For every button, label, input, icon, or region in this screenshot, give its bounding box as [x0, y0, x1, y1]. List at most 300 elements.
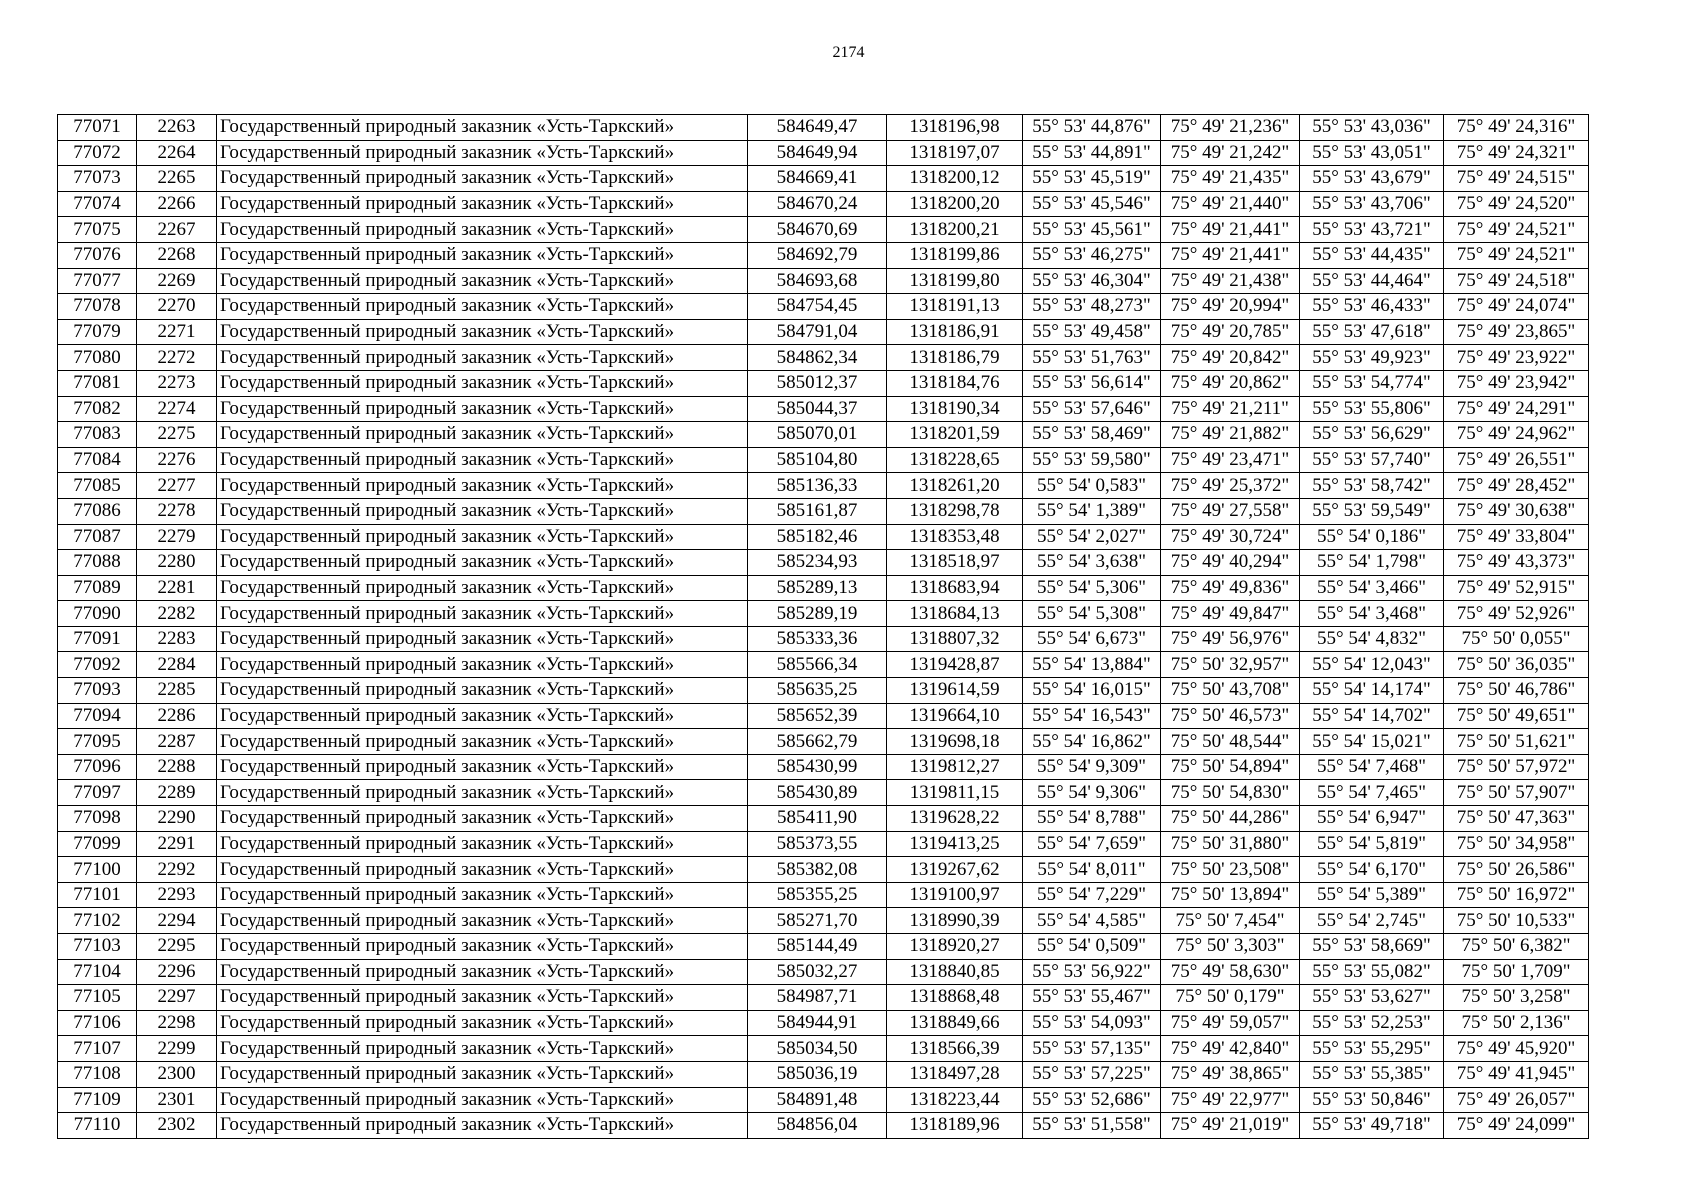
cell-object-name: Государственный природный заказник «Усть-Таркский» [217, 268, 748, 294]
table-row [58, 550, 1589, 576]
cell-longitude-2: 75° 49' 24,291" [1444, 396, 1589, 422]
cell-coord-x: 584944,91 [748, 1010, 887, 1036]
cell-coord-y: 1318197,07 [887, 140, 1023, 166]
cell-latitude-1: 55° 53' 57,135" [1023, 1036, 1161, 1062]
cell-coord-x: 585411,90 [748, 806, 887, 832]
cell-coord-y: 1318684,13 [887, 601, 1023, 627]
cell-latitude-1: 55° 53' 51,763" [1023, 345, 1161, 371]
cell-point-number: 2264 [137, 140, 217, 166]
cell-longitude-1: 75° 50' 48,544" [1161, 729, 1300, 755]
cell-coord-y: 1318920,27 [887, 934, 1023, 960]
cell-object-name: Государственный природный заказник «Усть-Таркский» [217, 217, 748, 243]
cell-latitude-1: 55° 53' 45,546" [1023, 191, 1161, 217]
table-row [58, 319, 1589, 345]
cell-coord-x: 584791,04 [748, 319, 887, 345]
cell-row-number: 77108 [58, 1061, 137, 1087]
cell-coord-y: 1318196,98 [887, 115, 1023, 141]
cell-row-number: 77098 [58, 806, 137, 832]
cell-coord-x: 585289,13 [748, 575, 887, 601]
cell-coord-y: 1318223,44 [887, 1087, 1023, 1113]
cell-coord-x: 585355,25 [748, 882, 887, 908]
cell-row-number: 77075 [58, 217, 137, 243]
cell-point-number: 2301 [137, 1087, 217, 1113]
cell-longitude-2: 75° 49' 33,804" [1444, 524, 1589, 550]
cell-coord-x: 584987,71 [748, 985, 887, 1011]
cell-object-name: Государственный природный заказник «Усть-Таркский» [217, 115, 748, 141]
cell-coord-y: 1318868,48 [887, 985, 1023, 1011]
cell-coord-y: 1318184,76 [887, 370, 1023, 396]
table-row [58, 780, 1589, 806]
cell-object-name: Государственный природный заказник «Усть-Таркский» [217, 345, 748, 371]
cell-coord-x: 585036,19 [748, 1061, 887, 1087]
cell-coord-y: 1318683,94 [887, 575, 1023, 601]
cell-row-number: 77087 [58, 524, 137, 550]
table-row [58, 626, 1589, 652]
cell-point-number: 2274 [137, 396, 217, 422]
cell-longitude-1: 75° 49' 21,242" [1161, 140, 1300, 166]
cell-longitude-1: 75° 49' 49,847" [1161, 601, 1300, 627]
cell-object-name: Государственный природный заказник «Усть-Таркский» [217, 959, 748, 985]
cell-point-number: 2300 [137, 1061, 217, 1087]
cell-row-number: 77076 [58, 242, 137, 268]
table-row [58, 985, 1589, 1011]
cell-coord-y: 1318191,13 [887, 294, 1023, 320]
cell-coord-y: 1318199,80 [887, 268, 1023, 294]
table-row [58, 1061, 1589, 1087]
cell-longitude-1: 75° 50' 32,957" [1161, 652, 1300, 678]
cell-coord-y: 1318566,39 [887, 1036, 1023, 1062]
cell-object-name: Государственный природный заказник «Усть-Таркский» [217, 626, 748, 652]
table-row [58, 473, 1589, 499]
cell-row-number: 77089 [58, 575, 137, 601]
cell-point-number: 2288 [137, 754, 217, 780]
cell-coord-x: 585652,39 [748, 703, 887, 729]
cell-point-number: 2298 [137, 1010, 217, 1036]
cell-latitude-1: 55° 54' 3,638" [1023, 550, 1161, 576]
cell-coord-y: 1318353,48 [887, 524, 1023, 550]
cell-latitude-1: 55° 54' 13,884" [1023, 652, 1161, 678]
cell-object-name: Государственный природный заказник «Усть-Таркский» [217, 754, 748, 780]
cell-object-name: Государственный природный заказник «Усть-Таркский» [217, 396, 748, 422]
cell-latitude-1: 55° 54' 16,862" [1023, 729, 1161, 755]
cell-coord-y: 1318990,39 [887, 908, 1023, 934]
cell-longitude-1: 75° 49' 21,019" [1161, 1113, 1300, 1139]
cell-latitude-2: 55° 54' 0,186" [1300, 524, 1444, 550]
cell-longitude-2: 75° 50' 51,621" [1444, 729, 1589, 755]
cell-coord-y: 1319812,27 [887, 754, 1023, 780]
table-row [58, 601, 1589, 627]
cell-longitude-1: 75° 50' 23,508" [1161, 857, 1300, 883]
table-row [58, 882, 1589, 908]
cell-longitude-2: 75° 49' 24,521" [1444, 242, 1589, 268]
cell-point-number: 2292 [137, 857, 217, 883]
cell-longitude-2: 75° 49' 24,521" [1444, 217, 1589, 243]
cell-object-name: Государственный природный заказник «Усть-Таркский» [217, 191, 748, 217]
table-row [58, 498, 1589, 524]
cell-coord-x: 585430,99 [748, 754, 887, 780]
cell-longitude-1: 75° 49' 25,372" [1161, 473, 1300, 499]
cell-object-name: Государственный природный заказник «Усть-Таркский» [217, 524, 748, 550]
cell-coord-y: 1319100,97 [887, 882, 1023, 908]
cell-latitude-2: 55° 53' 57,740" [1300, 447, 1444, 473]
cell-coord-x: 585566,34 [748, 652, 887, 678]
table-body [58, 115, 1589, 1139]
cell-latitude-2: 55° 53' 43,679" [1300, 166, 1444, 192]
cell-longitude-2: 75° 49' 24,962" [1444, 422, 1589, 448]
cell-longitude-2: 75° 49' 52,926" [1444, 601, 1589, 627]
cell-row-number: 77080 [58, 345, 137, 371]
table-row [58, 678, 1589, 704]
cell-point-number: 2294 [137, 908, 217, 934]
cell-latitude-2: 55° 53' 55,806" [1300, 396, 1444, 422]
cell-latitude-2: 55° 53' 50,846" [1300, 1087, 1444, 1113]
cell-latitude-2: 55° 53' 44,435" [1300, 242, 1444, 268]
cell-longitude-2: 75° 50' 6,382" [1444, 934, 1589, 960]
table-row [58, 447, 1589, 473]
cell-point-number: 2295 [137, 934, 217, 960]
cell-latitude-1: 55° 54' 0,509" [1023, 934, 1161, 960]
table-row [58, 908, 1589, 934]
table-row [58, 831, 1589, 857]
cell-longitude-2: 75° 50' 26,586" [1444, 857, 1589, 883]
cell-object-name: Государственный природный заказник «Усть-Таркский» [217, 1087, 748, 1113]
cell-latitude-1: 55° 53' 48,273" [1023, 294, 1161, 320]
cell-longitude-2: 75° 50' 10,533" [1444, 908, 1589, 934]
cell-latitude-1: 55° 54' 4,585" [1023, 908, 1161, 934]
cell-latitude-1: 55° 54' 16,015" [1023, 678, 1161, 704]
cell-longitude-1: 75° 49' 27,558" [1161, 498, 1300, 524]
cell-latitude-1: 55° 54' 7,229" [1023, 882, 1161, 908]
cell-object-name: Государственный природный заказник «Усть-Таркский» [217, 294, 748, 320]
cell-row-number: 77094 [58, 703, 137, 729]
cell-coord-y: 1319428,87 [887, 652, 1023, 678]
cell-row-number: 77102 [58, 908, 137, 934]
cell-row-number: 77106 [58, 1010, 137, 1036]
cell-object-name: Государственный природный заказник «Усть-Таркский» [217, 166, 748, 192]
cell-longitude-2: 75° 50' 36,035" [1444, 652, 1589, 678]
table-row [58, 140, 1589, 166]
cell-point-number: 2276 [137, 447, 217, 473]
cell-coord-x: 584862,34 [748, 345, 887, 371]
cell-longitude-1: 75° 49' 30,724" [1161, 524, 1300, 550]
cell-longitude-1: 75° 49' 59,057" [1161, 1010, 1300, 1036]
cell-latitude-2: 55° 53' 53,627" [1300, 985, 1444, 1011]
cell-point-number: 2279 [137, 524, 217, 550]
cell-row-number: 77083 [58, 422, 137, 448]
cell-row-number: 77107 [58, 1036, 137, 1062]
cell-latitude-1: 55° 53' 49,458" [1023, 319, 1161, 345]
cell-coord-y: 1319413,25 [887, 831, 1023, 857]
cell-coord-x: 585144,49 [748, 934, 887, 960]
cell-latitude-2: 55° 54' 3,468" [1300, 601, 1444, 627]
cell-object-name: Государственный природный заказник «Усть-Таркский» [217, 831, 748, 857]
cell-row-number: 77103 [58, 934, 137, 960]
cell-point-number: 2291 [137, 831, 217, 857]
cell-longitude-1: 75° 50' 3,303" [1161, 934, 1300, 960]
cell-row-number: 77092 [58, 652, 137, 678]
table-row [58, 575, 1589, 601]
cell-longitude-1: 75° 49' 22,977" [1161, 1087, 1300, 1113]
cell-coord-y: 1318200,20 [887, 191, 1023, 217]
cell-longitude-1: 75° 49' 21,441" [1161, 242, 1300, 268]
cell-longitude-2: 75° 49' 26,057" [1444, 1087, 1589, 1113]
cell-coord-y: 1318261,20 [887, 473, 1023, 499]
cell-longitude-1: 75° 49' 21,236" [1161, 115, 1300, 141]
cell-object-name: Государственный природный заказник «Усть-Таркский» [217, 908, 748, 934]
cell-coord-x: 584670,69 [748, 217, 887, 243]
cell-latitude-2: 55° 53' 43,051" [1300, 140, 1444, 166]
cell-longitude-2: 75° 49' 24,518" [1444, 268, 1589, 294]
table-row [58, 857, 1589, 883]
cell-row-number: 77071 [58, 115, 137, 141]
cell-latitude-2: 55° 54' 7,468" [1300, 754, 1444, 780]
cell-coord-y: 1319664,10 [887, 703, 1023, 729]
table-row [58, 703, 1589, 729]
cell-coord-x: 585182,46 [748, 524, 887, 550]
cell-longitude-1: 75° 49' 21,441" [1161, 217, 1300, 243]
cell-longitude-1: 75° 49' 20,994" [1161, 294, 1300, 320]
cell-longitude-2: 75° 50' 57,972" [1444, 754, 1589, 780]
cell-latitude-1: 55° 53' 55,467" [1023, 985, 1161, 1011]
cell-longitude-1: 75° 49' 20,862" [1161, 370, 1300, 396]
cell-longitude-1: 75° 49' 56,976" [1161, 626, 1300, 652]
cell-row-number: 77072 [58, 140, 137, 166]
table-row [58, 191, 1589, 217]
cell-row-number: 77099 [58, 831, 137, 857]
cell-latitude-2: 55° 53' 44,464" [1300, 268, 1444, 294]
cell-coord-x: 584856,04 [748, 1113, 887, 1139]
cell-point-number: 2286 [137, 703, 217, 729]
cell-coord-y: 1319698,18 [887, 729, 1023, 755]
cell-coord-x: 585032,27 [748, 959, 887, 985]
cell-coord-y: 1318200,12 [887, 166, 1023, 192]
cell-longitude-1: 75° 49' 21,438" [1161, 268, 1300, 294]
cell-coord-y: 1318199,86 [887, 242, 1023, 268]
cell-latitude-2: 55° 53' 46,433" [1300, 294, 1444, 320]
cell-point-number: 2270 [137, 294, 217, 320]
cell-longitude-2: 75° 49' 28,452" [1444, 473, 1589, 499]
cell-latitude-2: 55° 53' 43,721" [1300, 217, 1444, 243]
cell-longitude-2: 75° 49' 24,515" [1444, 166, 1589, 192]
cell-row-number: 77096 [58, 754, 137, 780]
cell-point-number: 2271 [137, 319, 217, 345]
cell-point-number: 2273 [137, 370, 217, 396]
cell-coord-x: 584891,48 [748, 1087, 887, 1113]
cell-point-number: 2272 [137, 345, 217, 371]
cell-row-number: 77091 [58, 626, 137, 652]
cell-coord-y: 1318298,78 [887, 498, 1023, 524]
cell-longitude-2: 75° 50' 2,136" [1444, 1010, 1589, 1036]
cell-point-number: 2280 [137, 550, 217, 576]
cell-coord-x: 584754,45 [748, 294, 887, 320]
cell-object-name: Государственный природный заказник «Усть-Таркский» [217, 550, 748, 576]
cell-latitude-2: 55° 53' 49,718" [1300, 1113, 1444, 1139]
cell-coord-x: 585234,93 [748, 550, 887, 576]
cell-longitude-2: 75° 49' 52,915" [1444, 575, 1589, 601]
cell-latitude-2: 55° 53' 52,253" [1300, 1010, 1444, 1036]
cell-point-number: 2283 [137, 626, 217, 652]
cell-latitude-1: 55° 53' 57,646" [1023, 396, 1161, 422]
cell-coord-x: 585333,36 [748, 626, 887, 652]
cell-longitude-1: 75° 50' 54,830" [1161, 780, 1300, 806]
table-row [58, 729, 1589, 755]
cell-longitude-1: 75° 49' 42,840" [1161, 1036, 1300, 1062]
cell-coord-y: 1318849,66 [887, 1010, 1023, 1036]
table-row [58, 652, 1589, 678]
cell-latitude-1: 55° 53' 51,558" [1023, 1113, 1161, 1139]
cell-coord-y: 1318186,79 [887, 345, 1023, 371]
cell-object-name: Государственный природный заказник «Усть-Таркский» [217, 882, 748, 908]
cell-latitude-2: 55° 54' 14,702" [1300, 703, 1444, 729]
cell-latitude-1: 55° 54' 9,306" [1023, 780, 1161, 806]
cell-latitude-1: 55° 53' 54,093" [1023, 1010, 1161, 1036]
cell-row-number: 77073 [58, 166, 137, 192]
cell-coord-y: 1319267,62 [887, 857, 1023, 883]
table-row [58, 934, 1589, 960]
table-row [58, 1087, 1589, 1113]
cell-longitude-2: 75° 50' 0,055" [1444, 626, 1589, 652]
table-row [58, 396, 1589, 422]
cell-coord-x: 584669,41 [748, 166, 887, 192]
cell-latitude-2: 55° 53' 43,036" [1300, 115, 1444, 141]
cell-row-number: 77085 [58, 473, 137, 499]
table-row [58, 115, 1589, 141]
cell-latitude-2: 55° 53' 55,385" [1300, 1061, 1444, 1087]
cell-object-name: Государственный природный заказник «Усть-Таркский» [217, 140, 748, 166]
cell-row-number: 77100 [58, 857, 137, 883]
table-row [58, 1010, 1589, 1036]
cell-object-name: Государственный природный заказник «Усть-Таркский» [217, 934, 748, 960]
cell-object-name: Государственный природный заказник «Усть-Таркский» [217, 242, 748, 268]
cell-row-number: 77110 [58, 1113, 137, 1139]
table-row [58, 754, 1589, 780]
cell-coord-y: 1318190,34 [887, 396, 1023, 422]
cell-latitude-1: 55° 53' 56,614" [1023, 370, 1161, 396]
cell-latitude-1: 55° 54' 7,659" [1023, 831, 1161, 857]
cell-longitude-1: 75° 49' 38,865" [1161, 1061, 1300, 1087]
cell-latitude-2: 55° 53' 49,923" [1300, 345, 1444, 371]
cell-coord-y: 1318518,97 [887, 550, 1023, 576]
cell-latitude-1: 55° 53' 45,519" [1023, 166, 1161, 192]
cell-latitude-2: 55° 54' 15,021" [1300, 729, 1444, 755]
cell-point-number: 2263 [137, 115, 217, 141]
cell-row-number: 77084 [58, 447, 137, 473]
table-row [58, 370, 1589, 396]
cell-point-number: 2269 [137, 268, 217, 294]
cell-latitude-2: 55° 53' 59,549" [1300, 498, 1444, 524]
cell-latitude-2: 55° 54' 12,043" [1300, 652, 1444, 678]
cell-latitude-1: 55° 53' 44,891" [1023, 140, 1161, 166]
cell-coord-x: 585382,08 [748, 857, 887, 883]
table-row [58, 242, 1589, 268]
cell-point-number: 2293 [137, 882, 217, 908]
cell-longitude-2: 75° 50' 49,651" [1444, 703, 1589, 729]
cell-longitude-2: 75° 50' 3,258" [1444, 985, 1589, 1011]
cell-object-name: Государственный природный заказник «Усть-Таркский» [217, 1010, 748, 1036]
cell-coord-x: 584692,79 [748, 242, 887, 268]
cell-coord-x: 585104,80 [748, 447, 887, 473]
cell-row-number: 77086 [58, 498, 137, 524]
coordinates-table [57, 114, 1589, 1139]
cell-latitude-2: 55° 54' 4,832" [1300, 626, 1444, 652]
cell-coord-y: 1318497,28 [887, 1061, 1023, 1087]
cell-coord-x: 584670,24 [748, 191, 887, 217]
table-row [58, 806, 1589, 832]
cell-latitude-2: 55° 53' 58,669" [1300, 934, 1444, 960]
table-row [58, 217, 1589, 243]
cell-point-number: 2297 [137, 985, 217, 1011]
cell-object-name: Государственный природный заказник «Усть-Таркский» [217, 1036, 748, 1062]
cell-object-name: Государственный природный заказник «Усть-Таркский» [217, 780, 748, 806]
cell-object-name: Государственный природный заказник «Усть-Таркский» [217, 447, 748, 473]
cell-latitude-1: 55° 54' 5,306" [1023, 575, 1161, 601]
cell-longitude-2: 75° 49' 24,520" [1444, 191, 1589, 217]
cell-longitude-2: 75° 50' 16,972" [1444, 882, 1589, 908]
cell-object-name: Государственный природный заказник «Усть-Таркский» [217, 370, 748, 396]
cell-latitude-2: 55° 54' 5,819" [1300, 831, 1444, 857]
cell-object-name: Государственный природный заказник «Усть-Таркский» [217, 857, 748, 883]
cell-point-number: 2282 [137, 601, 217, 627]
cell-coord-x: 585373,55 [748, 831, 887, 857]
cell-coord-y: 1318200,21 [887, 217, 1023, 243]
cell-longitude-1: 75° 49' 20,785" [1161, 319, 1300, 345]
cell-coord-y: 1318228,65 [887, 447, 1023, 473]
cell-latitude-1: 55° 54' 6,673" [1023, 626, 1161, 652]
cell-latitude-1: 55° 53' 46,304" [1023, 268, 1161, 294]
cell-longitude-1: 75° 50' 13,894" [1161, 882, 1300, 908]
cell-object-name: Государственный природный заказник «Усть-Таркский» [217, 1061, 748, 1087]
table-row [58, 345, 1589, 371]
cell-longitude-2: 75° 50' 34,958" [1444, 831, 1589, 857]
cell-object-name: Государственный природный заказник «Усть-Таркский» [217, 601, 748, 627]
cell-longitude-2: 75° 49' 24,099" [1444, 1113, 1589, 1139]
cell-longitude-1: 75° 50' 31,880" [1161, 831, 1300, 857]
cell-point-number: 2281 [137, 575, 217, 601]
cell-coord-x: 585044,37 [748, 396, 887, 422]
cell-point-number: 2265 [137, 166, 217, 192]
cell-coord-y: 1319614,59 [887, 678, 1023, 704]
cell-point-number: 2290 [137, 806, 217, 832]
cell-latitude-1: 55° 54' 1,389" [1023, 498, 1161, 524]
cell-latitude-1: 55° 54' 2,027" [1023, 524, 1161, 550]
cell-longitude-1: 75° 50' 44,286" [1161, 806, 1300, 832]
cell-longitude-1: 75° 49' 40,294" [1161, 550, 1300, 576]
cell-longitude-2: 75° 49' 23,865" [1444, 319, 1589, 345]
cell-longitude-1: 75° 49' 20,842" [1161, 345, 1300, 371]
cell-latitude-2: 55° 53' 55,295" [1300, 1036, 1444, 1062]
cell-coord-x: 585161,87 [748, 498, 887, 524]
cell-latitude-2: 55° 54' 5,389" [1300, 882, 1444, 908]
cell-coord-x: 585430,89 [748, 780, 887, 806]
cell-coord-y: 1319628,22 [887, 806, 1023, 832]
cell-point-number: 2266 [137, 191, 217, 217]
cell-latitude-1: 55° 54' 5,308" [1023, 601, 1161, 627]
cell-latitude-1: 55° 53' 58,469" [1023, 422, 1161, 448]
cell-longitude-2: 75° 49' 23,922" [1444, 345, 1589, 371]
cell-longitude-1: 75° 49' 21,435" [1161, 166, 1300, 192]
cell-longitude-1: 75° 50' 43,708" [1161, 678, 1300, 704]
cell-point-number: 2277 [137, 473, 217, 499]
cell-point-number: 2296 [137, 959, 217, 985]
cell-row-number: 77077 [58, 268, 137, 294]
cell-row-number: 77101 [58, 882, 137, 908]
cell-longitude-1: 75° 49' 21,882" [1161, 422, 1300, 448]
cell-coord-x: 584649,47 [748, 115, 887, 141]
cell-object-name: Государственный природный заказник «Усть-Таркский» [217, 575, 748, 601]
cell-latitude-1: 55° 53' 59,580" [1023, 447, 1161, 473]
cell-coord-x: 585136,33 [748, 473, 887, 499]
table-row [58, 294, 1589, 320]
